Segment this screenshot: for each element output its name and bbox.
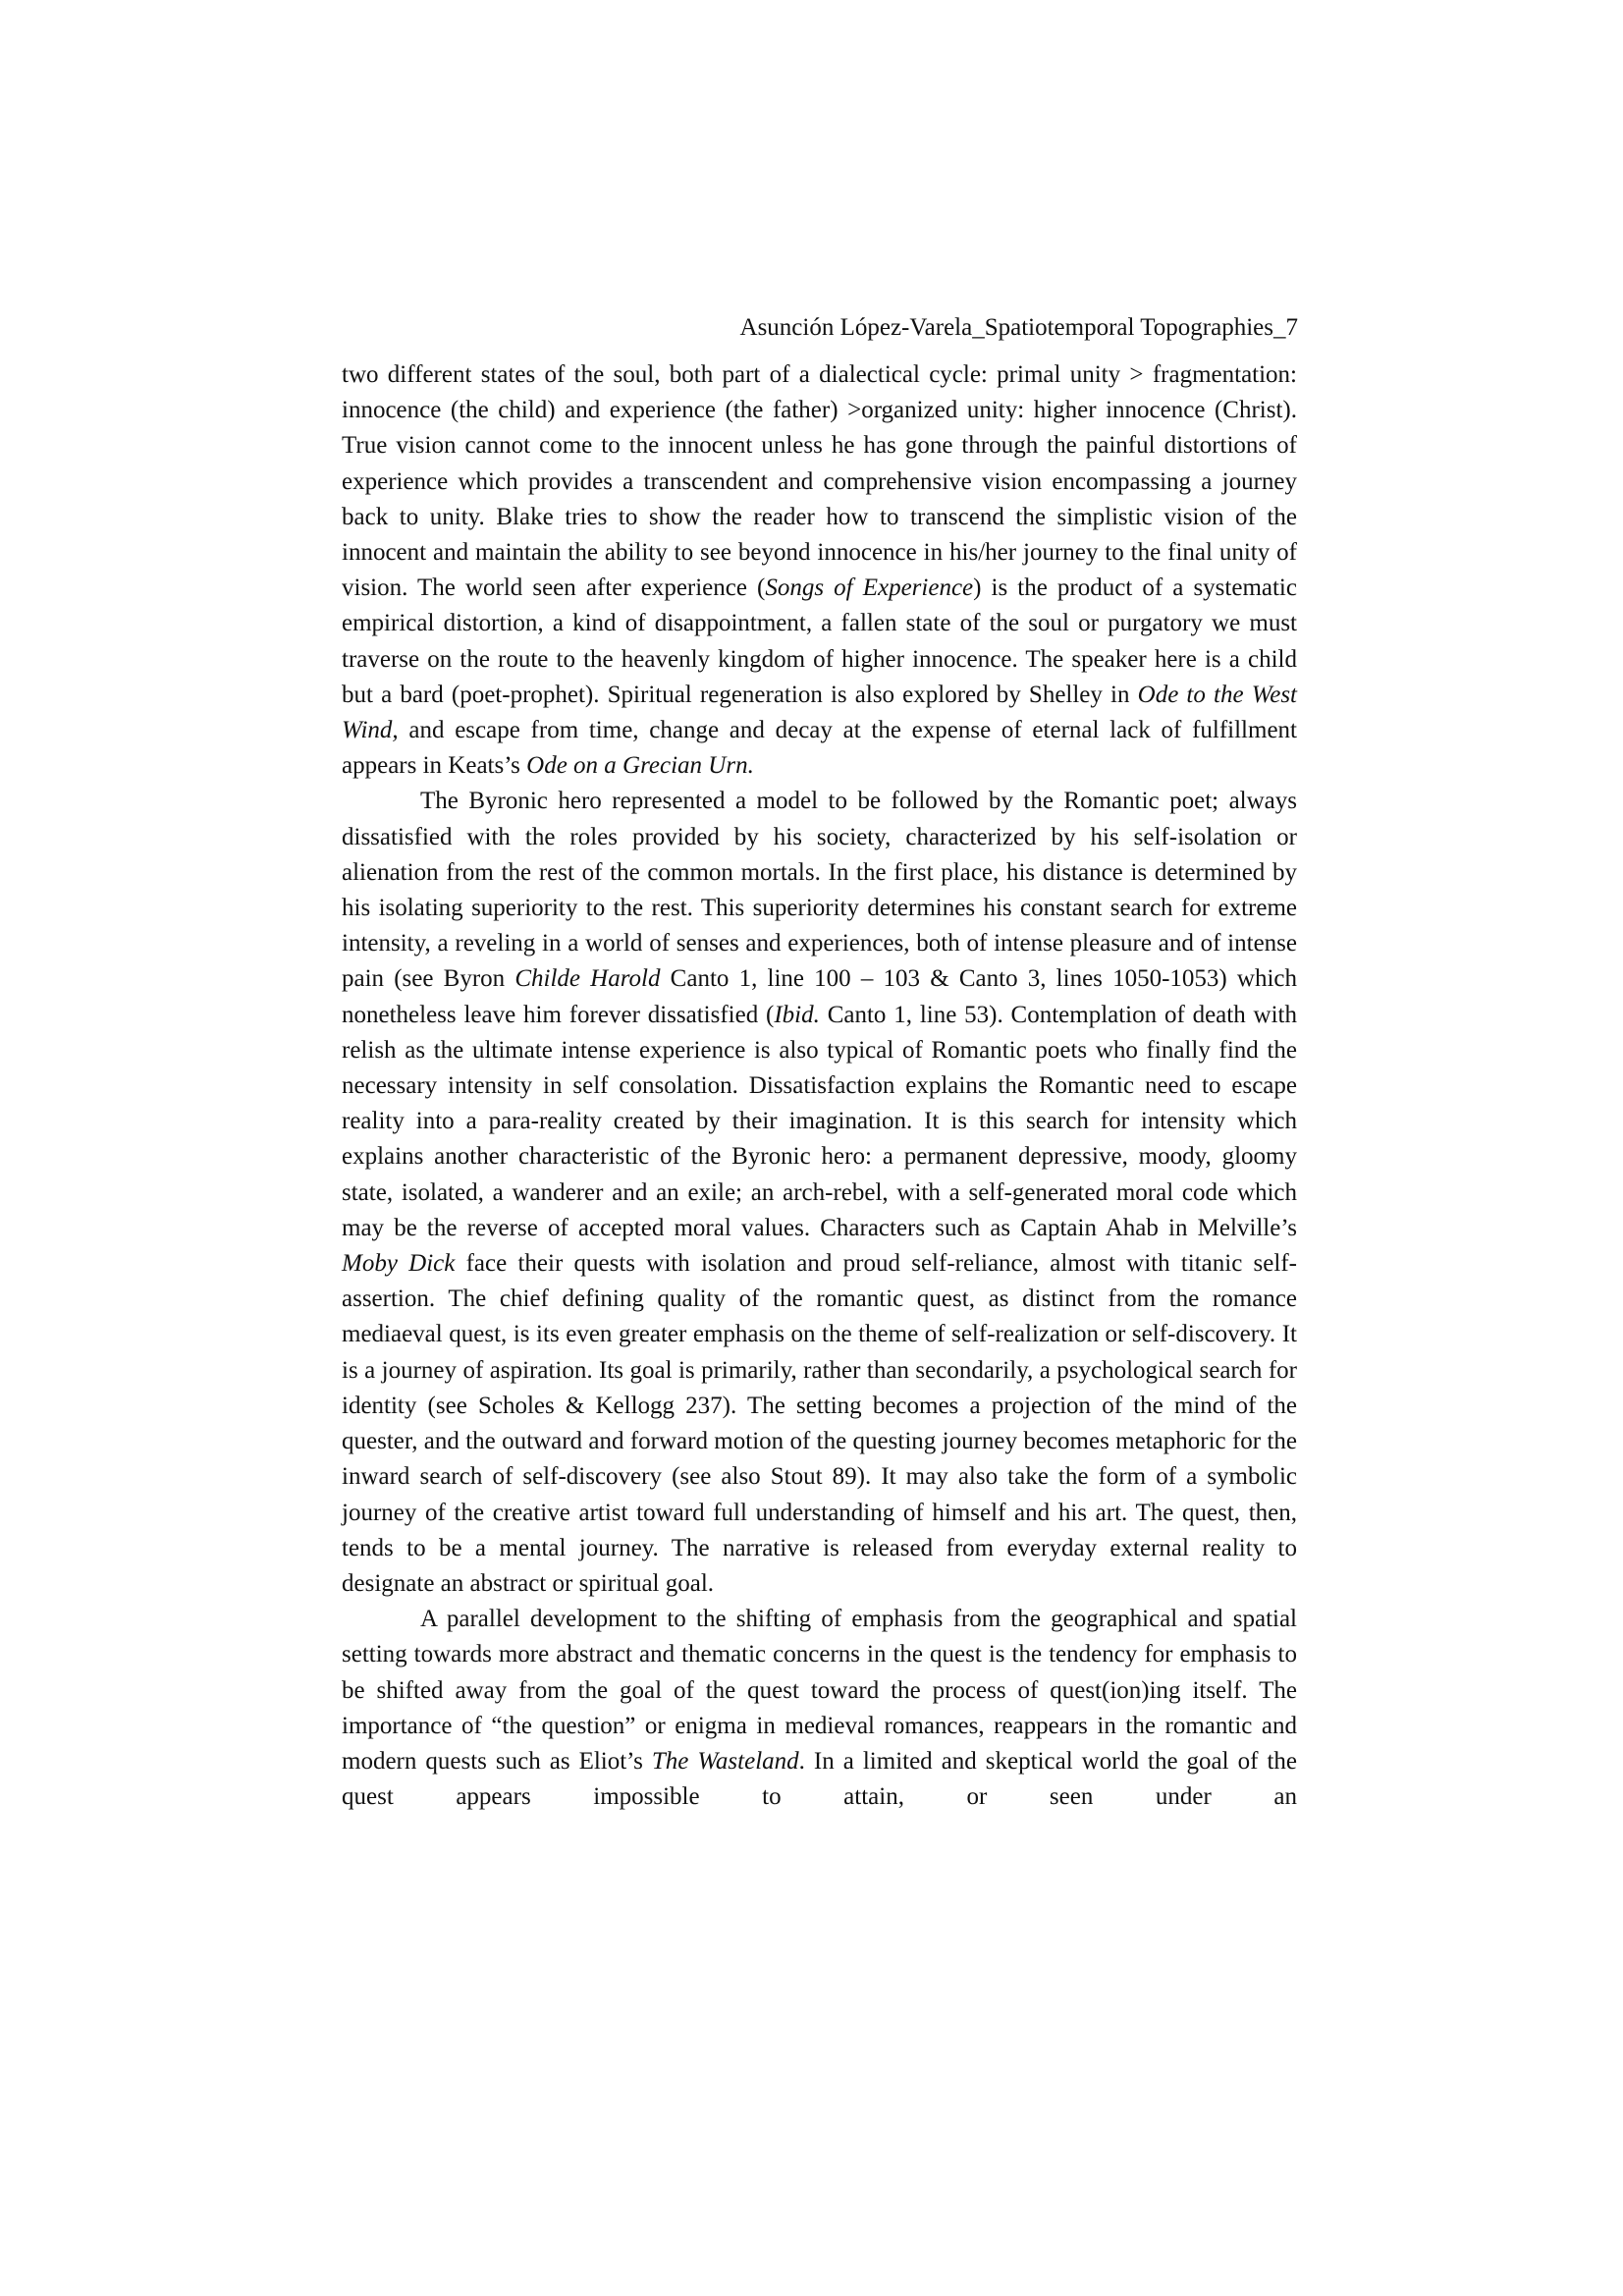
text-segment: Canto 1, line 100 – 103 & Canto 3, lines 1050-1053) which nonetheless leave him forever dissatisfied (: [342, 965, 1297, 1028]
text-segment: face their quests with isolation and proud self-reliance, almost with titanic self-assertion. The chief defining quality of the romantic quest, as distinct from the romance mediaeval quest, is its even greater emphasis on the theme of self-realization or self-discovery. It is a journey of aspiration. Its goal is primarily, rather than secondarily, a psychological search for identity (see Scholes & Kellogg 237). The setting becomes a projection of the mind of the quester, and the outward and forward motion of the questing journey becomes metaphoric for the inward search of self-discovery (see also Stout 89). It may also take the form of a symbolic journey of the creative artist toward full understanding of himself and his art. The quest, then, tends to be a mental journey. The narrative is released from everyday external reality to designate an abstract or spiritual goal.: [342, 1250, 1297, 1597]
text-segment: Canto 1, line 53). Contemplation of death with relish as the ultimate intense experience is also typical of Romantic poets who finally find the necessary intensity in self consolation. Dissatisfaction explains the Romantic need to escape reality into a para-reality created by their imagination. It is this search for intensity which explains another characteristic of the Byronic hero: a permanent depressive, moody, gloomy state, isolated, a wanderer and an exile; an arch-rebel, with a self-generated moral code which may be the reverse of accepted moral values. Characters such as Captain Ahab in Melville’s: [342, 1001, 1297, 1241]
citation-ibid: Ibid.: [774, 1001, 820, 1028]
text-segment: ) is the product of a systematic empirical distortion, a kind of disappointment, a fallen state of the soul or purgatory we must traverse on the route to the heavenly kingdom of higher innocence. The speaker here is a child but a bard (poet-prophet). Spiritual regeneration is also explored by Shelley in: [342, 574, 1297, 708]
running-header: Asunción López-Varela_Spatiotemporal Topographies_7: [739, 314, 1298, 341]
book-title-songs-of-experience: Songs of Experience: [765, 574, 974, 602]
text-segment: The Byronic hero represented a model to be followed by the Romantic poet; always dissatisfied with the roles provided by his society, characterized by his self-isolation or alienation from the rest of the common mortals. In the first place, his distance is determined by his isolating superiority to the rest. This superiority determines his constant search for extreme intensity, a reveling in a world of senses and experiences, both of intense pleasure and of intense pain (see Byron: [342, 788, 1297, 993]
paragraph-3: [342, 1602, 1297, 1815]
text-segment: and escape from time, change and decay at the expense of eternal lack of fulfillment appears in Keats’s: [342, 717, 1297, 780]
text-segment: A parallel development to the shifting of emphasis from the geographical and spatial setting towards more abstract and thematic concerns in the quest is the tendency for emphasis to be shifted away from the goal of the quest toward the process of quest(ion)ing itself. The importance of “the question” or enigma in medieval romances, reappears in the romantic and modern quests such as Eliot’s: [342, 1606, 1297, 1775]
poem-title-ode-west-wind: Ode to the West Wind,: [342, 681, 1297, 744]
poem-title-grecian-urn: Ode on a Grecian Urn.: [526, 752, 754, 780]
paragraph-1: [342, 357, 1297, 784]
book-title-moby-dick: Moby Dick: [342, 1250, 456, 1278]
text-segment: . In a limited and skeptical world the goal of the quest appears impossible to attain, or seen under an: [342, 1747, 1297, 1811]
poem-title-childe-harold: Childe Harold: [514, 965, 661, 993]
poem-title-wasteland: The Wasteland: [651, 1747, 799, 1775]
body-text: [342, 357, 1297, 1815]
paragraph-2: [342, 784, 1297, 1602]
text-segment: two different states of the soul, both part of a dialectical cycle: primal unity > fragmentation: innocence (the child) and experience (the father) >organized unity: higher innocence (Christ). True vision cannot come to the innocent unless he has gone through the painful distortions of experience which provides a transcendent and comprehensive vision encompassing a journey back to unity. Blake tries to show the reader how to transcend the simplistic vision of the innocent and maintain the ability to see beyond innocence in his/her journey to the final unity of vision. The world seen after experience (: [342, 361, 1297, 602]
